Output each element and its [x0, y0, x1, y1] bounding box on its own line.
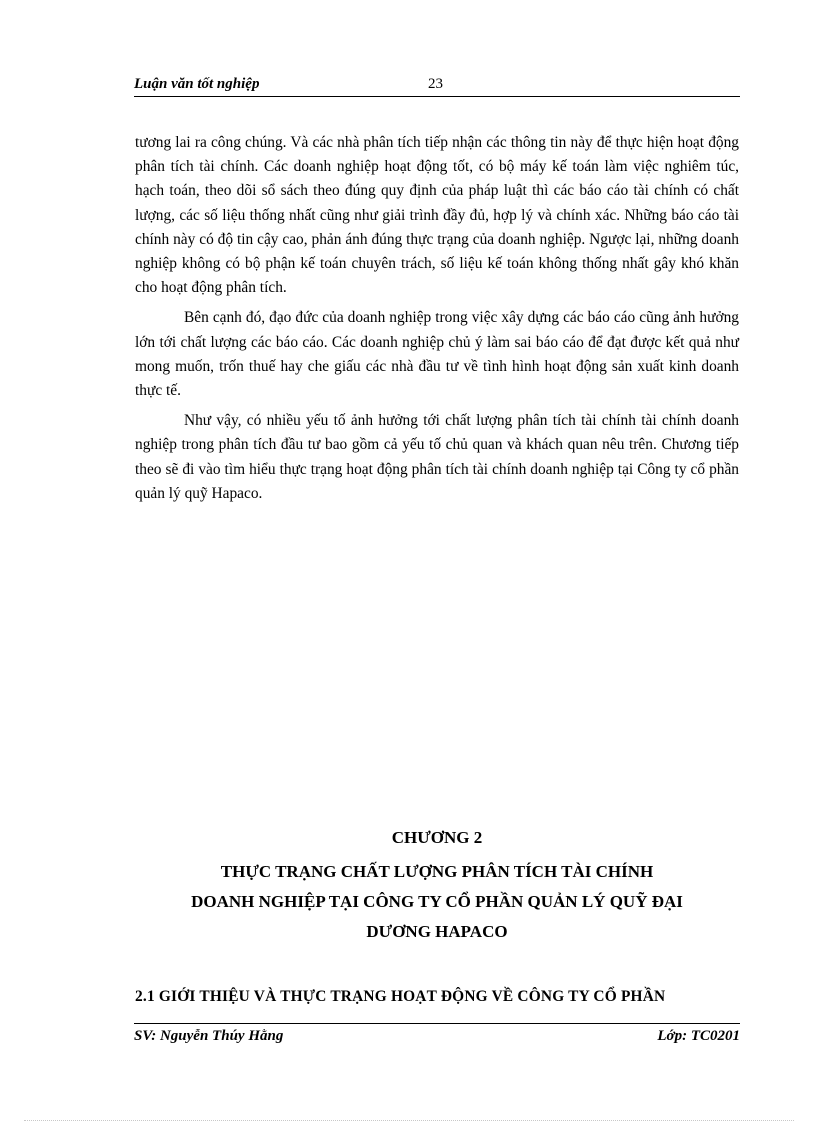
paragraph: Bên cạnh đó, đạo đức của doanh nghiệp trong việc xây dựng các báo cáo cũng ảnh hưởng lớn tới chất lượng các báo cáo. Các doanh nghiệp chủ ý làm sai báo cáo để đạt được kết quả như mong muốn, trốn thuế hay che giấu các nhà đầu tư về tình hình hoạt động sản xuất kinh doanh thực tế. [135, 309, 739, 400]
footer-student: SV: Nguyễn Thúy Hằng [134, 1028, 284, 1044]
chapter-title-line: DOANH NGHIỆP TẠI CÔNG TY CỔ PHẦN QUẢN LÝ QUỸ ĐẠI [191, 892, 683, 911]
paragraph: Như vậy, có nhiều yếu tố ảnh hưởng tới chất lượng phân tích tài chính tài chính doanh nghiệp trong phân tích đầu tư bao gồm cả yếu tố chủ quan và khách quan nêu trên. Chương tiếp theo sẽ đi vào tìm hiểu thực trạng hoạt động phân tích tài chính doanh nghiệp tại Công ty cổ phần quản lý quỹ Hapaco. [135, 412, 739, 502]
header-title: Luận văn tốt nghiệp [134, 76, 260, 92]
chapter-title-line: THỰC TRẠNG CHẤT LƯỢNG PHÂN TÍCH TÀI CHÍNH [220, 862, 654, 881]
page-edge-divider [24, 1120, 794, 1121]
paragraph: tương lai ra công chúng. Và các nhà phân tích tiếp nhận các thông tin này để thực hiện hoạt động phân tích tài chính. Các doanh nghiệp hoạt động tốt, có bộ máy kế toán làm việc nghiêm túc, hạch toán, theo dõi sổ sách theo đúng quy định của pháp luật thì các báo cáo tài chính có chất lượng, các số liệu thống nhất cũng như giải trình đầy đủ, hợp lý và chính xác. Những báo cáo tài chính này có độ tin cậy cao, phản ánh đúng thực trạng của doanh nghiệp. Ngược lại, những doanh nghiệp không có bộ phận kế toán chuyên trách, số liệu kế toán không thống nhất gây khó khăn cho hoạt động phân tích. [135, 134, 739, 297]
chapter-title-line: DƯƠNG HAPACO [366, 922, 508, 941]
chapter-heading [135, 826, 739, 947]
section-heading: 2.1 GIỚI THIỆU VÀ THỰC TRẠNG HOẠT ĐỘNG VỀ CÔNG TY CỔ PHẦN [135, 988, 666, 1005]
footer-class: Lớp: TC0201 [657, 1028, 740, 1044]
page-number: 23 [428, 76, 443, 92]
chapter-number: CHƯƠNG 2 [391, 828, 483, 847]
body-text [135, 131, 739, 512]
page-footer [134, 1023, 740, 1048]
page-header [134, 76, 740, 97]
